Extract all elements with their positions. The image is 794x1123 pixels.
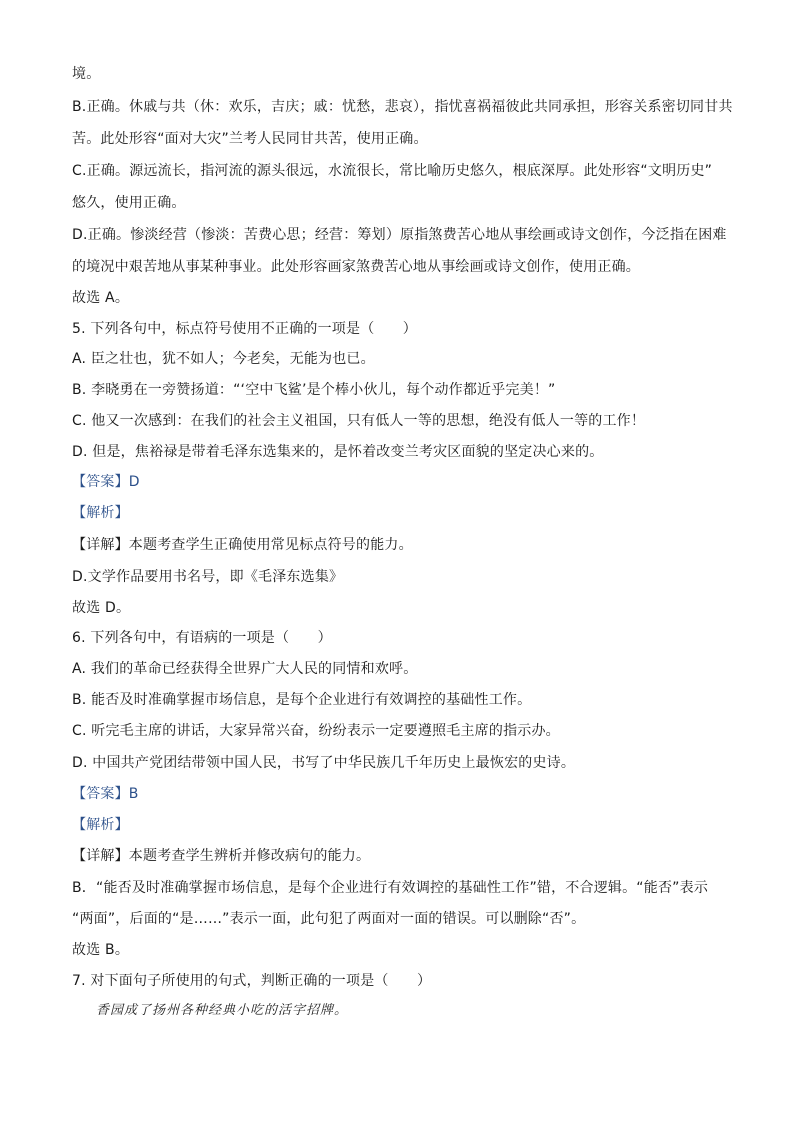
question-5-detail-d: D.文学作品要用书名号，即《毛泽东选集》 <box>72 569 344 585</box>
question-7-stem: 7. 对下面句子所使用的句式，判断正确的一项是（ ） <box>72 973 432 989</box>
question-6-detail-b-line-1: B．“能否及时准确掌握市场信息，是每个企业进行有效调控的基础性工作”错，不合逻辑。“能否”表示 <box>72 880 709 896</box>
question-5-analysis-heading: 【解析】 <box>72 505 129 521</box>
question-5-option-a: A. 臣之壮也，犹不如人；今老矣，无能为也已。 <box>72 351 375 367</box>
question-6-option-b: B. 能否及时准确掌握市场信息，是每个企业进行有效调控的基础性工作。 <box>72 692 532 708</box>
question-7-sentence-image: 香园成了扬州各种经典小吃的活字招牌。 <box>96 1003 349 1018</box>
question-5-option-c: C. 他又一次感到：在我们的社会主义祖国，只有低人一等的思想，绝没有低人一等的工作！ <box>72 413 646 429</box>
question-5-conclusion: 故选 D。 <box>72 600 131 616</box>
text-line-continuation: 境。 <box>72 66 101 82</box>
explanation-d-line-1: D.正确。惨淡经营（惨淡：苦费心思；经营：筹划）原指煞费苦心地从事绘画或诗文创作，今泛指在困难 <box>72 227 727 243</box>
question-6-option-a: A. 我们的革命已经获得全世界广大人民的同情和欢呼。 <box>72 661 418 677</box>
question-6-detail: 【详解】本题考查学生辨析并修改病句的能力。 <box>72 848 371 864</box>
question-6-option-c: C. 听完毛主席的讲话，大家异常兴奋，纷纷表示一定要遵照毛主席的指示办。 <box>72 723 560 739</box>
explanation-b-line-2: 苦。此处形容“面对大灾”兰考人民同甘共苦，使用正确。 <box>72 131 428 147</box>
question-6-answer: 【答案】B <box>72 786 139 802</box>
question-5-answer: 【答案】D <box>72 474 140 490</box>
question-6-option-d: D. 中国共产党团结带领中国人民，书写了中华民族几千年历史上最恢宏的史诗。 <box>72 755 576 771</box>
question-6-conclusion: 故选 B。 <box>72 942 130 958</box>
question-5-option-b: B. 李晓勇在一旁赞扬道：“‘空中飞鲨’是个棒小伙儿，每个动作都近乎完美！” <box>72 382 556 398</box>
question-6-analysis-heading: 【解析】 <box>72 817 129 833</box>
question-6-detail-b-line-2: “两面”，后面的“是……”表示一面，此句犯了两面对一面的错误。可以删除“否”。 <box>72 911 586 927</box>
explanation-d-line-2: 的境况中艰苦地从事某种事业。此处形容画家煞费苦心地从事绘画或诗文创作，使用正确。 <box>72 259 640 275</box>
explanation-c-line-2: 悠久，使用正确。 <box>72 195 186 211</box>
question-6-stem: 6. 下列各句中，有语病的一项是（ ） <box>72 630 332 646</box>
question-5-stem: 5. 下列各句中，标点符号使用不正确的一项是（ ） <box>72 321 418 337</box>
explanation-b-line-1: B.正确。休戚与共（休：欢乐，吉庆；戚：忧愁，悲哀），指忧喜祸福彼此共同承担，形容关系密切同甘共 <box>72 99 733 115</box>
explanation-c-line-1: C.正确。源远流长，指河流的源头很远，水流很长，常比喻历史悠久，根底深厚。此处形容“文明历史” <box>72 163 713 179</box>
question-5-option-d: D. 但是，焦裕禄是带着毛泽东选集来的，是怀着改变兰考灾区面貌的坚定决心来的。 <box>72 444 604 460</box>
q4-conclusion: 故选 A。 <box>72 290 130 306</box>
question-5-detail: 【详解】本题考查学生正确使用常见标点符号的能力。 <box>72 537 413 553</box>
